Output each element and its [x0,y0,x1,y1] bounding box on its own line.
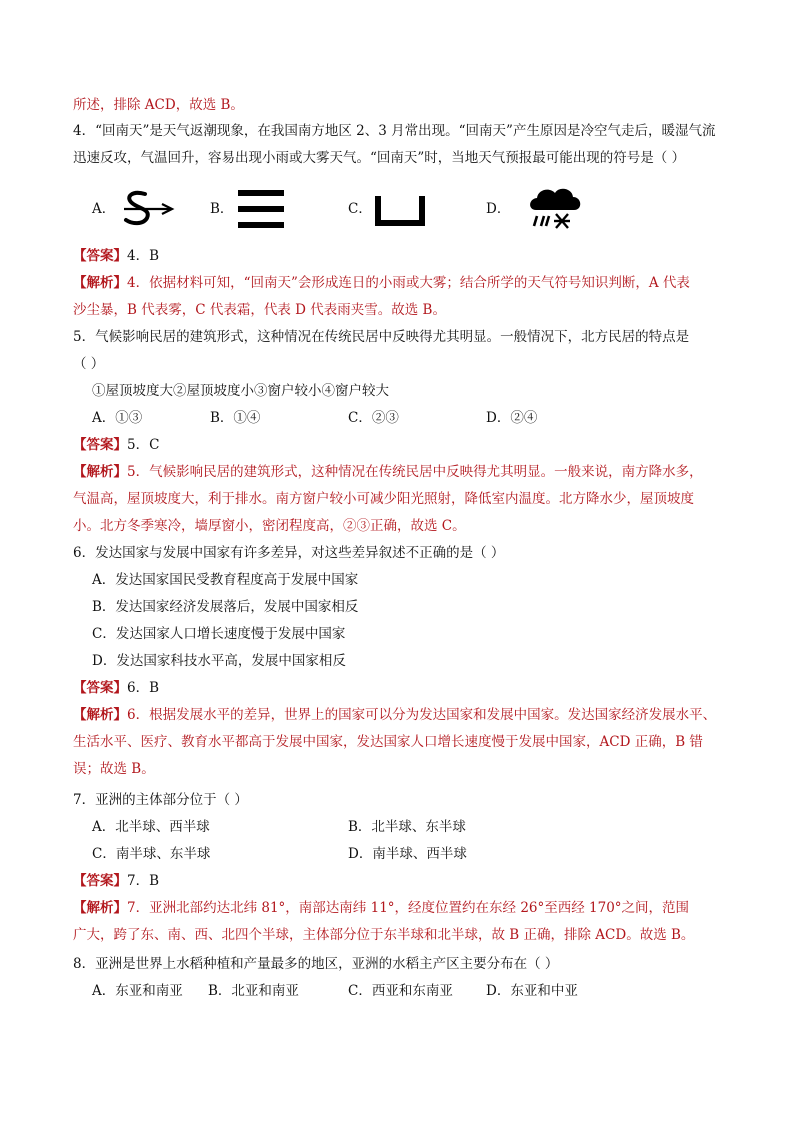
answer-tag: 【答案】 [73,680,127,696]
q5-option-b: B．①④ [210,410,261,426]
q4-answer [73,247,159,265]
answer-value: 5．C [127,437,160,453]
q5-stem-line1: 5．气候影响民居的建筑形式，这种情况在传统民居中反映得尤其明显。一般情况下，北方民居的特点是 [73,329,690,345]
q7-analysis-line1 [73,899,689,917]
q8-option-d: D．东亚和中亚 [486,983,578,999]
q8-option-b: B．北亚和南亚 [208,983,299,999]
q4-stem-line2: 迅速反攻，气温回升，容易出现小雨或大雾天气。“回南天”时，当地天气预报最可能出现的符号是（ ） [73,150,686,166]
q5-answer [73,436,159,454]
answer-value: 6．B [127,680,160,696]
q5-option-c: C．②③ [348,410,399,426]
q5-option-a: A．①③ [92,410,143,426]
answer-tag: 【答案】 [73,873,127,889]
q6-analysis-line2: 生活水平、医疗、教育水平都高于发展中国家，发达国家人口增长速度慢于发展中国家，ACD 正确，B 错 [73,734,703,750]
q8-stem: 8．亚洲是世界上水稻种植和产量最多的地区，亚洲的水稻主产区主要分布在（ ） [73,956,559,972]
q4-option-a-label: A． [92,201,116,217]
q5-option-d: D．②④ [486,410,538,426]
q7-option-a: A．北半球、西半球 [92,819,210,835]
q6-stem: 6．发达国家与发展中国家有许多差异，对这些差异叙述不正确的是（ ） [73,545,505,561]
q6-analysis-line1 [73,706,716,724]
sandstorm-symbol-icon [118,188,176,230]
analysis-tag: 【解析】 [73,707,127,723]
q4-analysis-line2: 沙尘暴，B 代表雾，C 代表霜，代表 D 代表雨夹雪。故选 B。 [73,302,446,318]
rain-snow-symbol-icon [526,184,584,232]
answer-tag: 【答案】 [73,437,127,453]
fog-symbol-icon [236,188,286,232]
analysis-tag: 【解析】 [73,464,127,480]
q5-analysis-line1 [73,463,703,481]
analysis-text: 5．气候影响民居的建筑形式，这种情况在传统民居中反映得尤其明显。一般来说，南方降水多， [127,464,703,480]
q5-analysis-line2: 气温高，屋顶坡度大，利于排水。南方窗户较小可减少阳光照射，降低室内温度。北方降水少，屋顶坡度 [73,491,694,507]
answer-value: 4．B [127,248,160,264]
analysis-text: 7．亚洲北部约达北纬 81°，南部达南纬 11°，经度位置约在东经 26°至西经 170°之间，范围 [127,900,690,916]
q4-option-b-label: B． [210,201,234,217]
analysis-text: 4．依据材料可知，“回南天”会形成连日的小雨或大雾；结合所学的天气符号知识判断，A 代表 [127,275,690,291]
q4-option-d-label: D． [486,201,511,217]
answer-tag: 【答案】 [73,248,127,264]
prev-analysis-tail: 所述，排除 ACD，故选 B。 [73,97,244,113]
q5-items: ①屋顶坡度大②屋顶坡度小③窗户较小④窗户较大 [92,383,389,399]
frost-symbol-icon [374,194,426,228]
analysis-tag: 【解析】 [73,900,127,916]
answer-value: 7．B [127,873,160,889]
q7-stem: 7．亚洲的主体部分位于（ ） [73,792,248,808]
q6-option-d: D．发达国家科技水平高，发展中国家相反 [92,653,346,669]
analysis-text: 6．根据发展水平的差异，世界上的国家可以分为发达国家和发展中国家。发达国家经济发展水平、 [127,707,717,723]
q8-option-c: C．西亚和东南亚 [348,983,453,999]
q7-analysis-line2: 广大，跨了东、南、西、北四个半球，主体部分位于东半球和北半球，故 B 正确，排除 ACD。故选 B。 [73,927,695,943]
analysis-tag: 【解析】 [73,275,127,291]
q4-analysis-line1 [73,274,690,292]
q8-option-a: A．东亚和南亚 [92,983,183,999]
q6-option-b: B．发达国家经济发展落后，发展中国家相反 [92,599,359,615]
q6-option-c: C．发达国家人口增长速度慢于发展中国家 [92,626,346,642]
q6-answer [73,679,159,697]
q5-analysis-line3: 小。北方冬季寒冷，墙厚窗小，密闭程度高，②③正确，故选 C。 [73,518,466,534]
q7-option-d: D．南半球、西半球 [348,846,467,862]
q5-stem-line2: （ ） [73,356,105,372]
q6-option-a: A．发达国家国民受教育程度高于发展中国家 [92,572,359,588]
q4-option-c-label: C． [348,201,372,217]
q7-answer [73,872,159,890]
q7-option-b: B．北半球、东半球 [348,819,466,835]
q6-analysis-line3: 误；故选 B。 [73,761,155,777]
q7-option-c: C．南半球、东半球 [92,846,211,862]
q4-stem-line1: 4．“回南天”是天气返潮现象，在我国南方地区 2、3 月常出现。“回南天”产生原因是冷空气走后，暖湿气流 [73,123,716,139]
